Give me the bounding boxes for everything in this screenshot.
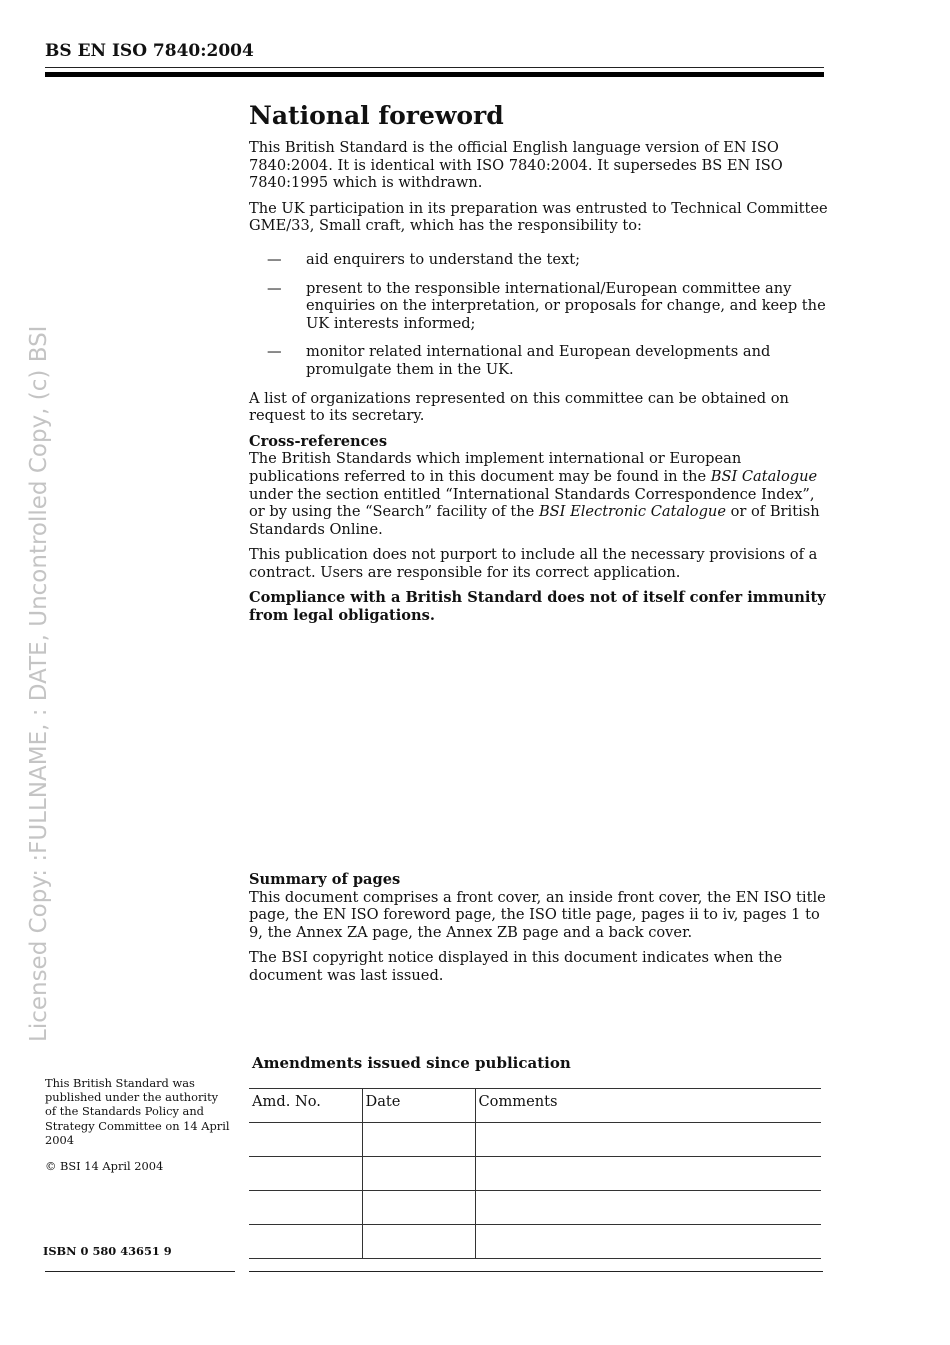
cross-text-a: The British Standards which implement international or European publications referred to in this document may be found in the	[249, 450, 742, 485]
table-cell	[249, 1157, 362, 1191]
dash-bullet: —	[267, 279, 282, 297]
authority-statement: This British Standard was published under the authority of the Standards Policy and Strategy Committee on 14 April 2004	[45, 1076, 230, 1147]
table-row	[249, 1123, 821, 1157]
isbn: ISBN 0 580 43651 9	[43, 1244, 172, 1258]
bsi-electronic-catalogue-title: BSI Electronic Catalogue	[538, 503, 726, 521]
table-cell	[475, 1191, 821, 1225]
foreword-paragraph-4: This publication does not purport to include all the necessary provisions of a contract. Users are responsible for its correct application.	[249, 546, 818, 581]
list-item-text: present to the responsible international/European committee any enquiries on the interpretation, or proposals for change, and keep the UK interests informed;	[306, 279, 826, 332]
table-cell	[475, 1123, 821, 1157]
table-cell	[362, 1157, 475, 1191]
table-row	[249, 1225, 821, 1259]
responsibility-list	[249, 251, 829, 379]
table-row	[249, 1191, 821, 1225]
compliance-statement: Compliance with a British Standard does not of itself confer immunity from legal obligations.	[249, 589, 826, 625]
document-id-header: BS EN ISO 7840:2004	[45, 41, 254, 61]
list-item-text: aid enquirers to understand the text;	[306, 250, 581, 268]
amendments-title: Amendments issued since publication	[252, 1054, 571, 1072]
cross-references-text	[249, 450, 829, 538]
column-header-amd-no: Amd. No.	[249, 1089, 362, 1123]
cross-text-c: or of British Standards Online.	[249, 503, 820, 538]
table-cell	[362, 1225, 475, 1259]
licence-watermark: Licensed Copy: :FULLNAME, : DATE, Uncontrolled Copy, (c) BSI	[26, 325, 52, 1042]
foreword-paragraph-1: This British Standard is the official English language version of EN ISO 7840:2004. It is identical with ISO 7840:2004. It supersedes BS EN ISO 7840:1995 which is withdrawn.	[249, 139, 783, 192]
national-foreword	[249, 100, 829, 633]
table-cell	[249, 1225, 362, 1259]
table-cell	[249, 1123, 362, 1157]
summary-paragraph-1: This document comprises a front cover, an inside front cover, the EN ISO title page, the EN ISO foreword page, the ISO title page, pages ii to iv, pages 1 to 9, the Annex ZA page, the Annex ZB page and a back cover.	[249, 888, 826, 941]
summary-heading: Summary of pages	[249, 871, 401, 888]
table-cell	[249, 1191, 362, 1225]
summary-of-pages	[249, 871, 829, 993]
table-cell	[362, 1191, 475, 1225]
list-item-text: monitor related international and European developments and promulgate them in the UK.	[306, 343, 771, 378]
table-row	[249, 1157, 821, 1191]
foreword-paragraph-3: A list of organizations represented on this committee can be obtained on request to its secretary.	[249, 389, 789, 425]
header-rule-thick	[45, 72, 824, 77]
table-cell	[475, 1157, 821, 1191]
list-item	[249, 251, 829, 269]
copyright-notice: © BSI 14 April 2004	[45, 1159, 164, 1174]
list-item	[249, 280, 829, 333]
summary-paragraph-2: The BSI copyright notice displayed in this document indicates when the document was last issued.	[249, 949, 783, 984]
column-header-date: Date	[362, 1089, 475, 1123]
dash-bullet: —	[267, 250, 282, 268]
header-rule-thin	[45, 67, 824, 68]
cross-references-heading: Cross-references	[249, 432, 388, 450]
foreword-title: National foreword	[249, 101, 504, 130]
footer-rule	[249, 1271, 823, 1272]
footer-rule-left	[45, 1271, 235, 1272]
table-cell	[362, 1123, 475, 1157]
amendments-table	[249, 1088, 821, 1259]
column-header-comments: Comments	[475, 1089, 821, 1123]
table-header-row	[249, 1089, 821, 1123]
foreword-paragraph-2: The UK participation in its preparation was entrusted to Technical Committee GME/33, Small craft, which has the responsibility to:	[249, 199, 828, 235]
publication-info	[45, 1076, 230, 1185]
bsi-catalogue-title: BSI Catalogue	[710, 467, 818, 485]
dash-bullet: —	[267, 343, 282, 361]
list-item	[249, 343, 829, 378]
cross-text-b: under the section entitled “International Standards Correspondence Index”, or by using the “Search” facility of the	[249, 485, 815, 521]
table-cell	[475, 1225, 821, 1259]
